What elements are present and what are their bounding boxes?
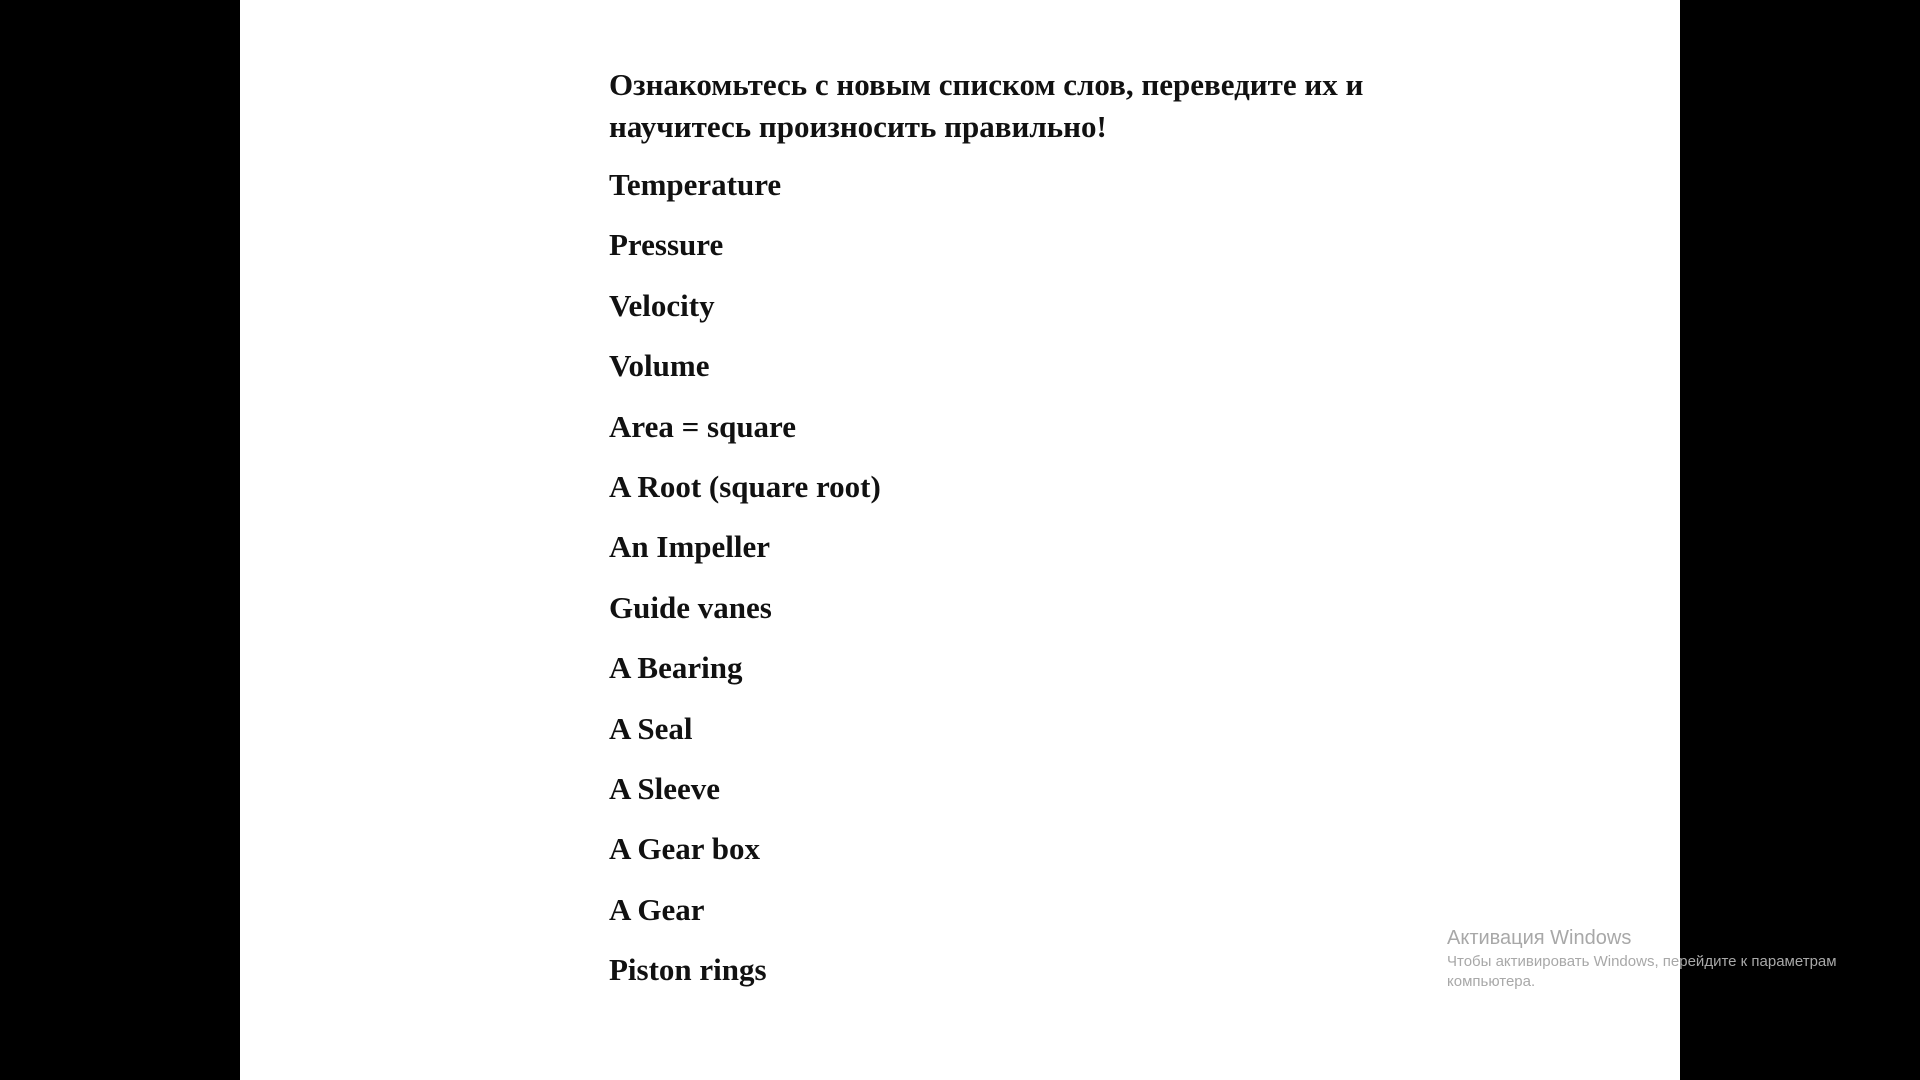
activation-text: Чтобы активировать Windows, перейдите к параметрам компьютера.: [1447, 953, 1837, 990]
list-item: Temperature: [609, 167, 782, 202]
slide-content: [609, 64, 1489, 1009]
list-item: A Gear box: [609, 831, 760, 867]
slide: [240, 0, 1680, 1080]
list-item: A Root (square root): [609, 468, 881, 504]
windows-activation-watermark: [1447, 924, 1867, 992]
list-item: A Bearing: [609, 650, 743, 686]
list-item: A Gear: [609, 891, 705, 927]
instruction-text: Ознакомьтесь с новым списком слов, переведите их и научитесь произносить правильно!: [609, 67, 1364, 144]
list-item: Area = square: [609, 408, 797, 444]
list-item: Volume: [609, 348, 710, 384]
word-list: [609, 164, 1489, 1009]
list-item: Pressure: [609, 227, 724, 263]
list-item: A Sleeve: [609, 770, 721, 806]
list-item: Piston rings: [609, 952, 767, 988]
list-item: Velocity: [609, 287, 715, 323]
list-item: An Impeller: [609, 529, 771, 565]
activation-title: Активация Windows: [1447, 927, 1632, 949]
list-item: Guide vanes: [609, 589, 772, 625]
list-item: A Seal: [609, 710, 693, 746]
